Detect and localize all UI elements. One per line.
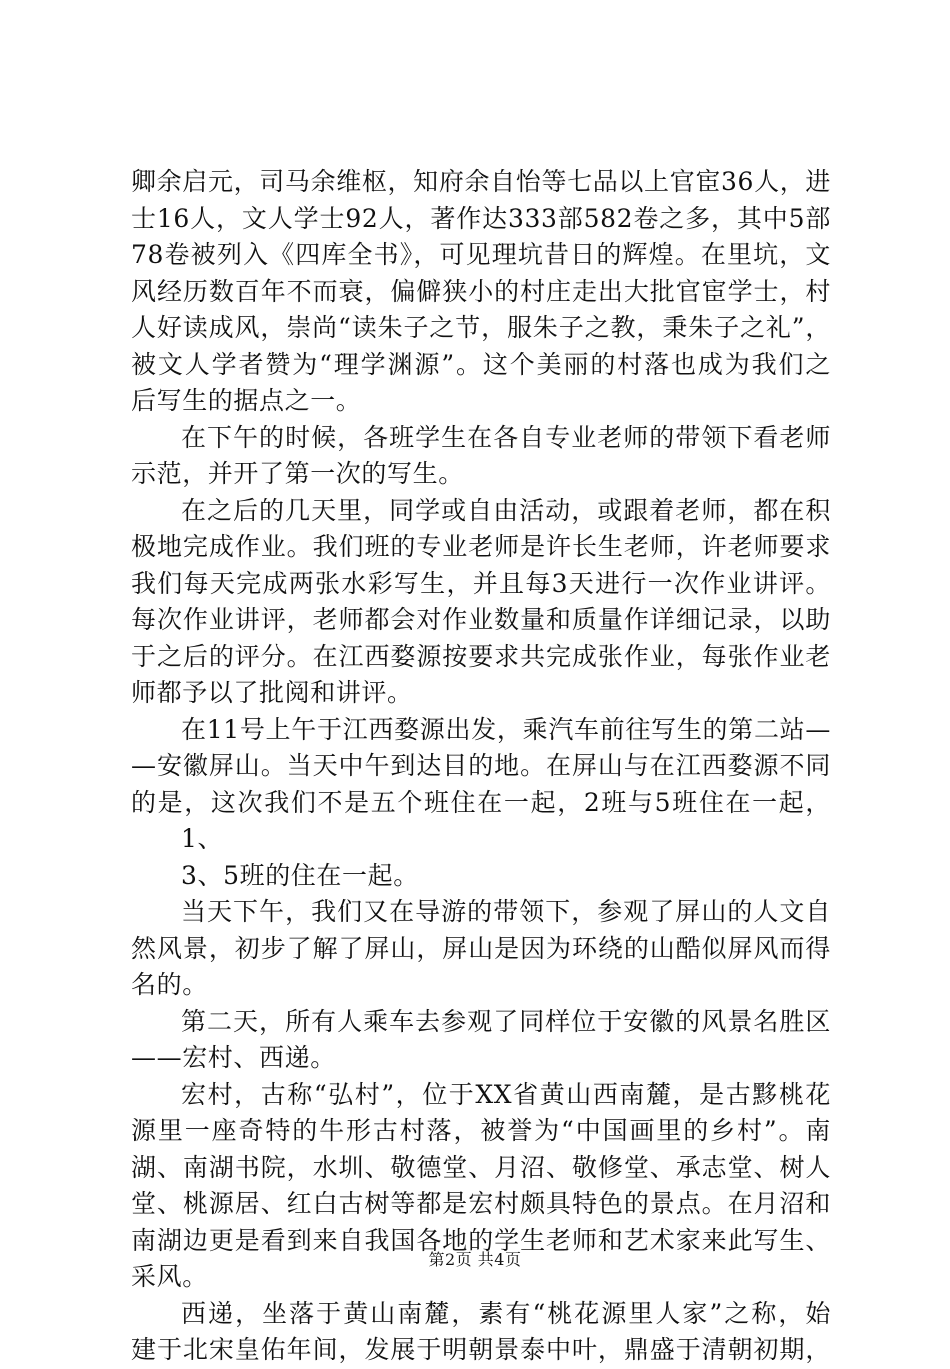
- text-line: 采风。: [131, 1262, 208, 1291]
- text-line: 士16人，文人学士92人，著作达333部582卷之多，其中5部: [131, 203, 831, 233]
- text-line: ——宏村、西递。: [131, 1043, 336, 1072]
- text-line: 的是，这次我们不是五个班住在一起，2班与5班住在一起，: [131, 787, 831, 817]
- text-line: 师都予以了批阅和讲评。: [131, 678, 413, 707]
- text-line: 在之后的几天里，同学或自由活动，或跟着老师，都在积: [181, 495, 831, 525]
- body-text: [131, 164, 831, 1369]
- text-line: 人好读成风，崇尚“读朱子之节，服朱子之教，秉朱子之礼”，: [131, 313, 831, 342]
- text-line: 后写生的据点之一。: [131, 386, 362, 415]
- text-line: 在11号上午于江西婺源出发，乘汽车前往写生的第二站—: [181, 714, 831, 744]
- page-footer: 第2页 共4页: [428, 1250, 522, 1269]
- text-line: 当天下午，我们又在导游的带领下，参观了屏山的人文自: [181, 897, 831, 926]
- text-line: 极地完成作业。我们班的专业老师是许长生老师，许老师要求: [131, 532, 831, 561]
- text-line: 建于北宋皇佑年间，发展于明朝景泰中叶，鼎盛于清朝初期，: [131, 1335, 831, 1364]
- text-line: 第二天，所有人乘车去参观了同样位于安徽的风景名胜区: [181, 1006, 831, 1036]
- text-line: 每次作业讲评，老师都会对作业数量和质量作详细记录，以助: [131, 605, 831, 634]
- text-line: 示范，并开了第一次的写生。: [131, 459, 464, 488]
- text-line: 堂、桃源居、红白古树等都是宏村颇具特色的景点。在月沼和: [131, 1189, 831, 1218]
- text-line: 湖、南湖书院，水圳、敬德堂、月沼、敬修堂、承志堂、树人: [131, 1152, 831, 1182]
- text-line: 3、5班的住在一起。: [181, 860, 419, 890]
- text-line: 南湖边更是看到来自我国各地的学生老师和艺术家来此写生、: [131, 1225, 831, 1255]
- text-line: 风经历数百年不而衰，偏僻狭小的村庄走出大批官宦学士，村: [131, 276, 831, 306]
- text-line: 然风景，初步了解了屏山，屏山是因为环绕的山酷似屏风而得: [131, 933, 831, 963]
- text-line: 源里一座奇特的牛形古村落，被誉为“中国画里的乡村”。南: [131, 1116, 831, 1145]
- text-line: 被文人学者赞为“理学渊源”。这个美丽的村落也成为我们之: [131, 349, 831, 379]
- text-line: 我们每天完成两张水彩写生，并且每3天进行一次作业讲评。: [131, 568, 831, 598]
- text-line: 在下午的时候，各班学生在各自专业老师的带领下看老师: [181, 422, 831, 452]
- text-line: —安徽屏山。当天中午到达目的地。在屏山与在江西婺源不同: [131, 751, 831, 780]
- text-line: 名的。: [131, 970, 208, 999]
- text-line: 西递，坐落于黄山南麓，素有“桃花源里人家”之称，始: [181, 1298, 831, 1328]
- text-line: 卿余启元，司马余维枢，知府余自怡等七品以上官宦36人，进: [131, 167, 831, 196]
- text-line: 于之后的评分。在江西婺源按要求共完成张作业，每张作业老: [131, 641, 831, 671]
- text-line: 宏村，古称“弘村”，位于XX省黄山西南麓，是古黟桃花: [181, 1079, 831, 1109]
- text-line: 78卷被列入《四库全书》，可见理坑昔日的辉煌。在里坑，文: [131, 240, 831, 269]
- text-line: 1、: [181, 824, 224, 853]
